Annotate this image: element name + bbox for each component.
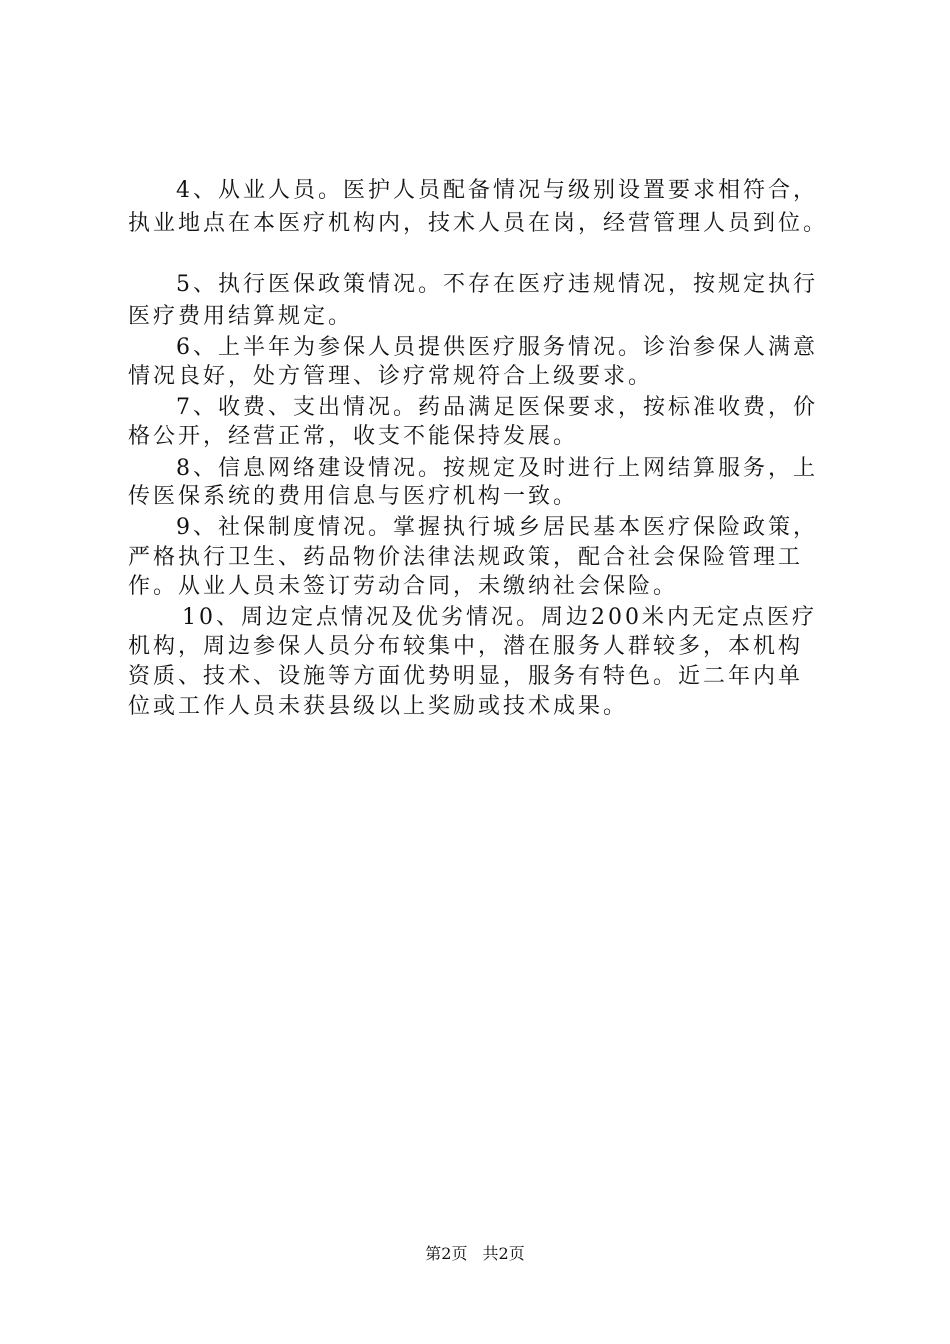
paragraph-5-line-2: 医疗费用结算规定。 [128,304,354,329]
paragraph-10-line-1: 10、周边定点情况及优劣情况。周边200米内无定点医疗 [182,605,817,630]
page-number-total: 共2页 [482,1244,525,1263]
page-number-current: 第2页 [425,1244,468,1263]
paragraph-9-line-3: 作。从业人员未签订劳动合同，未缴纳社会保险。 [128,574,679,599]
paragraph-4-line-2: 执业地点在本医疗机构内，技术人员在岗，经营管理人员到位。 [128,211,829,236]
paragraph-5-line-1: 5、执行医保政策情况。不存在医疗违规情况，按规定执行 [176,272,818,297]
paragraph-7-line-2: 格公开，经营正常，收支不能保持发展。 [128,424,579,449]
paragraph-8-line-1: 8、信息网络建设情况。按规定及时进行上网结算服务，上 [176,456,818,481]
paragraph-6-line-2: 情况良好，处方管理、诊疗常规符合上级要求。 [128,364,654,389]
paragraph-10-line-3: 资质、技术、设施等方面优势明显，服务有特色。近二年内单 [128,664,804,689]
page-footer [0,1243,950,1265]
paragraph-8-line-2: 传医保系统的费用信息与医疗机构一致。 [128,484,579,509]
paragraph-6-line-1: 6、上半年为参保人员提供医疗服务情况。诊治参保人满意 [176,335,818,360]
paragraph-10-line-4: 位或工作人员未获县级以上奖励或技术成果。 [128,694,629,719]
paragraph-9-line-1: 9、社保制度情况。掌握执行城乡居民基本医疗保险政策， [176,515,818,540]
paragraph-7-line-1: 7、收费、支出情况。药品满足医保要求，按标准收费，价 [176,395,818,420]
paragraph-4-line-1: 4、从业人员。医护人员配备情况与级别设置要求相符合， [176,178,818,203]
paragraph-9-line-2: 严格执行卫生、药品物价法律法规政策，配合社会保险管理工 [128,545,804,570]
paragraph-10-line-2: 机构，周边参保人员分布较集中，潜在服务人群较多，本机构 [128,634,804,659]
